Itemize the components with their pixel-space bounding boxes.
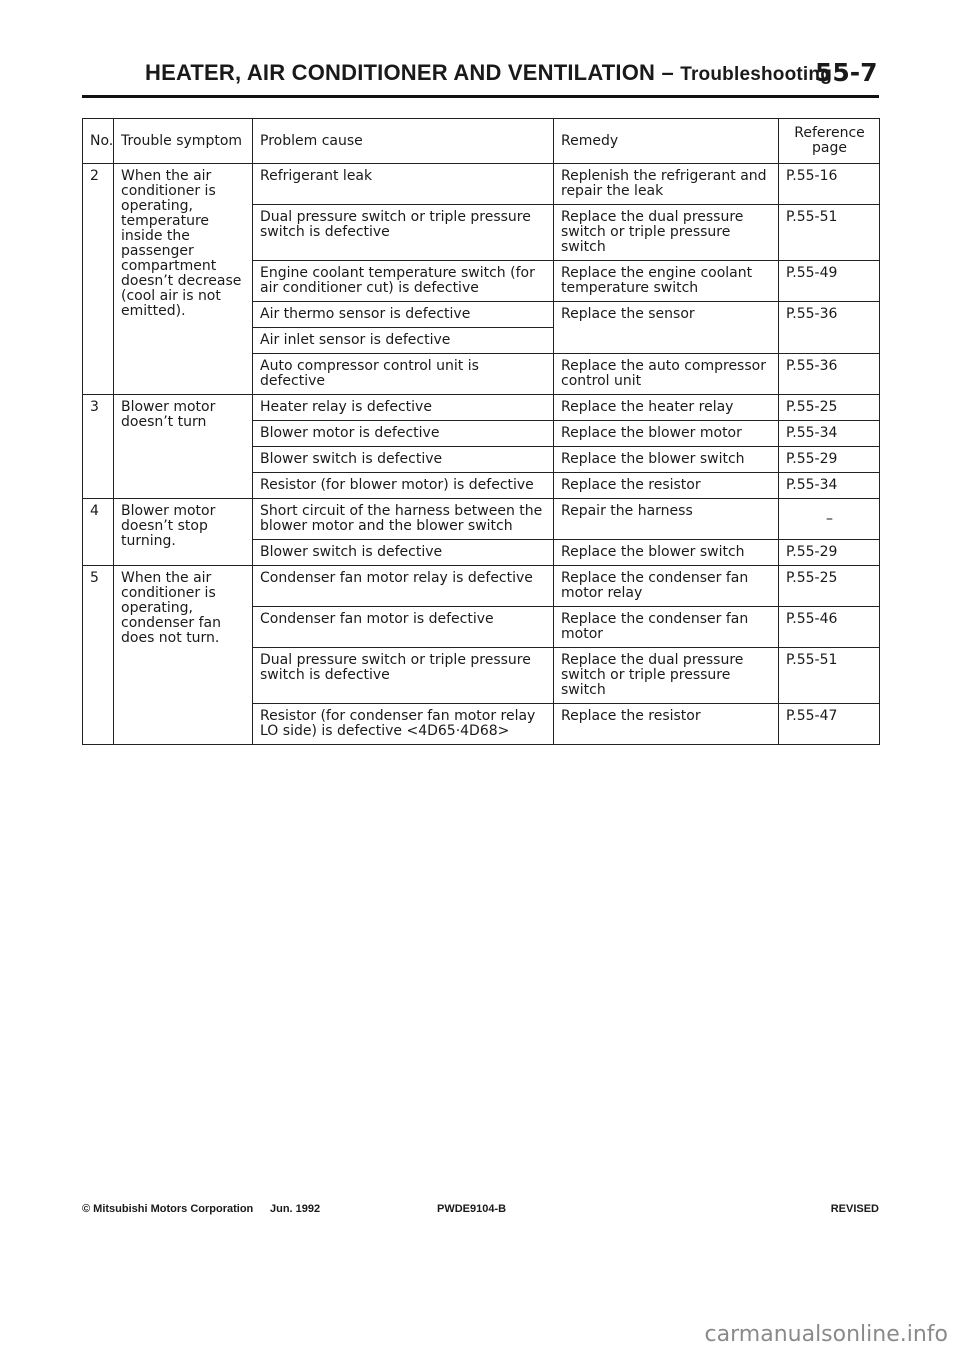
table-row xyxy=(83,566,880,607)
title-dash: – xyxy=(655,60,681,85)
remedy: Replace the dual pressure switch or triple pressure switch xyxy=(554,648,779,704)
reference-page: P.55-25 xyxy=(779,395,880,421)
column-header-no: No. xyxy=(83,119,114,164)
page-title xyxy=(145,60,832,86)
row-number: 4 xyxy=(83,499,114,566)
footer-document-code: PWDE9104-B xyxy=(437,1203,507,1215)
column-header-reference: Reference page xyxy=(779,119,880,164)
problem-cause: Blower switch is defective xyxy=(253,540,554,566)
trouble-symptom: When the air conditioner is operating, temperature inside the passenger compartment doesn’t decrease (cool air is not emitted). xyxy=(114,164,253,395)
problem-cause: Auto compressor control unit is defective xyxy=(253,354,554,395)
remedy: Replenish the refrigerant and repair the leak xyxy=(554,164,779,205)
problem-cause: Dual pressure switch or triple pressure switch is defective xyxy=(253,648,554,704)
remedy: Replace the heater relay xyxy=(554,395,779,421)
row-number: 2 xyxy=(83,164,114,395)
footer-copyright: © Mitsubishi Motors Corporation xyxy=(82,1203,254,1215)
remedy: Replace the blower switch xyxy=(554,540,779,566)
remedy: Repair the harness xyxy=(554,499,779,540)
table-row xyxy=(83,499,880,540)
row-number: 3 xyxy=(83,395,114,499)
reference-page: P.55-47 xyxy=(779,704,880,745)
reference-page: P.55-49 xyxy=(779,261,880,302)
problem-cause: Heater relay is defective xyxy=(253,395,554,421)
problem-cause: Air inlet sensor is defective xyxy=(253,328,554,354)
problem-cause: Engine coolant temperature switch (for air conditioner cut) is defective xyxy=(253,261,554,302)
reference-page: P.55-34 xyxy=(779,473,880,499)
remedy: Replace the auto compressor control unit xyxy=(554,354,779,395)
problem-cause: Blower switch is defective xyxy=(253,447,554,473)
reference-page: P.55-51 xyxy=(779,648,880,704)
header-rule xyxy=(82,95,879,98)
reference-page: P.55-25 xyxy=(779,566,880,607)
remedy: Replace the resistor xyxy=(554,704,779,745)
remedy: Replace the blower switch xyxy=(554,447,779,473)
remedy: Replace the blower motor xyxy=(554,421,779,447)
problem-cause: Blower motor is defective xyxy=(253,421,554,447)
column-header-cause: Problem cause xyxy=(253,119,554,164)
page-footer xyxy=(82,1203,879,1221)
section-title: HEATER, AIR CONDITIONER AND VENTILATION xyxy=(145,60,656,85)
reference-page: P.55-36 xyxy=(779,354,880,395)
remedy: Replace the dual pressure switch or triple pressure switch xyxy=(554,205,779,261)
problem-cause: Resistor (for blower motor) is defective xyxy=(253,473,554,499)
problem-cause: Dual pressure switch or triple pressure switch is defective xyxy=(253,205,554,261)
trouble-symptom: Blower motor doesn’t stop turning. xyxy=(114,499,253,566)
section-subtitle: Troubleshooting xyxy=(680,64,833,85)
problem-cause: Refrigerant leak xyxy=(253,164,554,205)
reference-page: – xyxy=(779,499,880,540)
problem-cause: Condenser fan motor is defective xyxy=(253,607,554,648)
problem-cause: Condenser fan motor relay is defective xyxy=(253,566,554,607)
problem-cause: Short circuit of the harness between the blower motor and the blower switch xyxy=(253,499,554,540)
site-watermark: carmanualsonline.info xyxy=(704,1322,948,1347)
remedy: Replace the condenser fan motor relay xyxy=(554,566,779,607)
remedy: Replace the sensor xyxy=(554,302,779,354)
reference-page: P.55-51 xyxy=(779,205,880,261)
trouble-symptom: When the air conditioner is operating, condenser fan does not turn. xyxy=(114,566,253,745)
row-number: 5 xyxy=(83,566,114,745)
page-header xyxy=(0,58,960,98)
problem-cause: Air thermo sensor is defective xyxy=(253,302,554,328)
table-row xyxy=(83,164,880,205)
column-header-symptom: Trouble symptom xyxy=(114,119,253,164)
table-row xyxy=(83,395,880,421)
remedy: Replace the engine coolant temperature switch xyxy=(554,261,779,302)
footer-date: Jun. 1992 xyxy=(270,1203,321,1215)
problem-cause: Resistor (for condenser fan motor relay LO side) is defective <4D65·4D68> xyxy=(253,704,554,745)
page-number: 55-7 xyxy=(815,58,878,87)
reference-page: P.55-34 xyxy=(779,421,880,447)
trouble-symptom: Blower motor doesn’t turn xyxy=(114,395,253,499)
footer-status: REVISED xyxy=(830,1203,879,1215)
remedy: Replace the resistor xyxy=(554,473,779,499)
table-header-row xyxy=(83,119,880,164)
troubleshooting-table xyxy=(82,118,880,745)
reference-page: P.55-29 xyxy=(779,540,880,566)
reference-page: P.55-46 xyxy=(779,607,880,648)
reference-page: P.55-36 xyxy=(779,302,880,354)
reference-page: P.55-29 xyxy=(779,447,880,473)
remedy: Replace the condenser fan motor xyxy=(554,607,779,648)
column-header-remedy: Remedy xyxy=(554,119,779,164)
reference-page: P.55-16 xyxy=(779,164,880,205)
